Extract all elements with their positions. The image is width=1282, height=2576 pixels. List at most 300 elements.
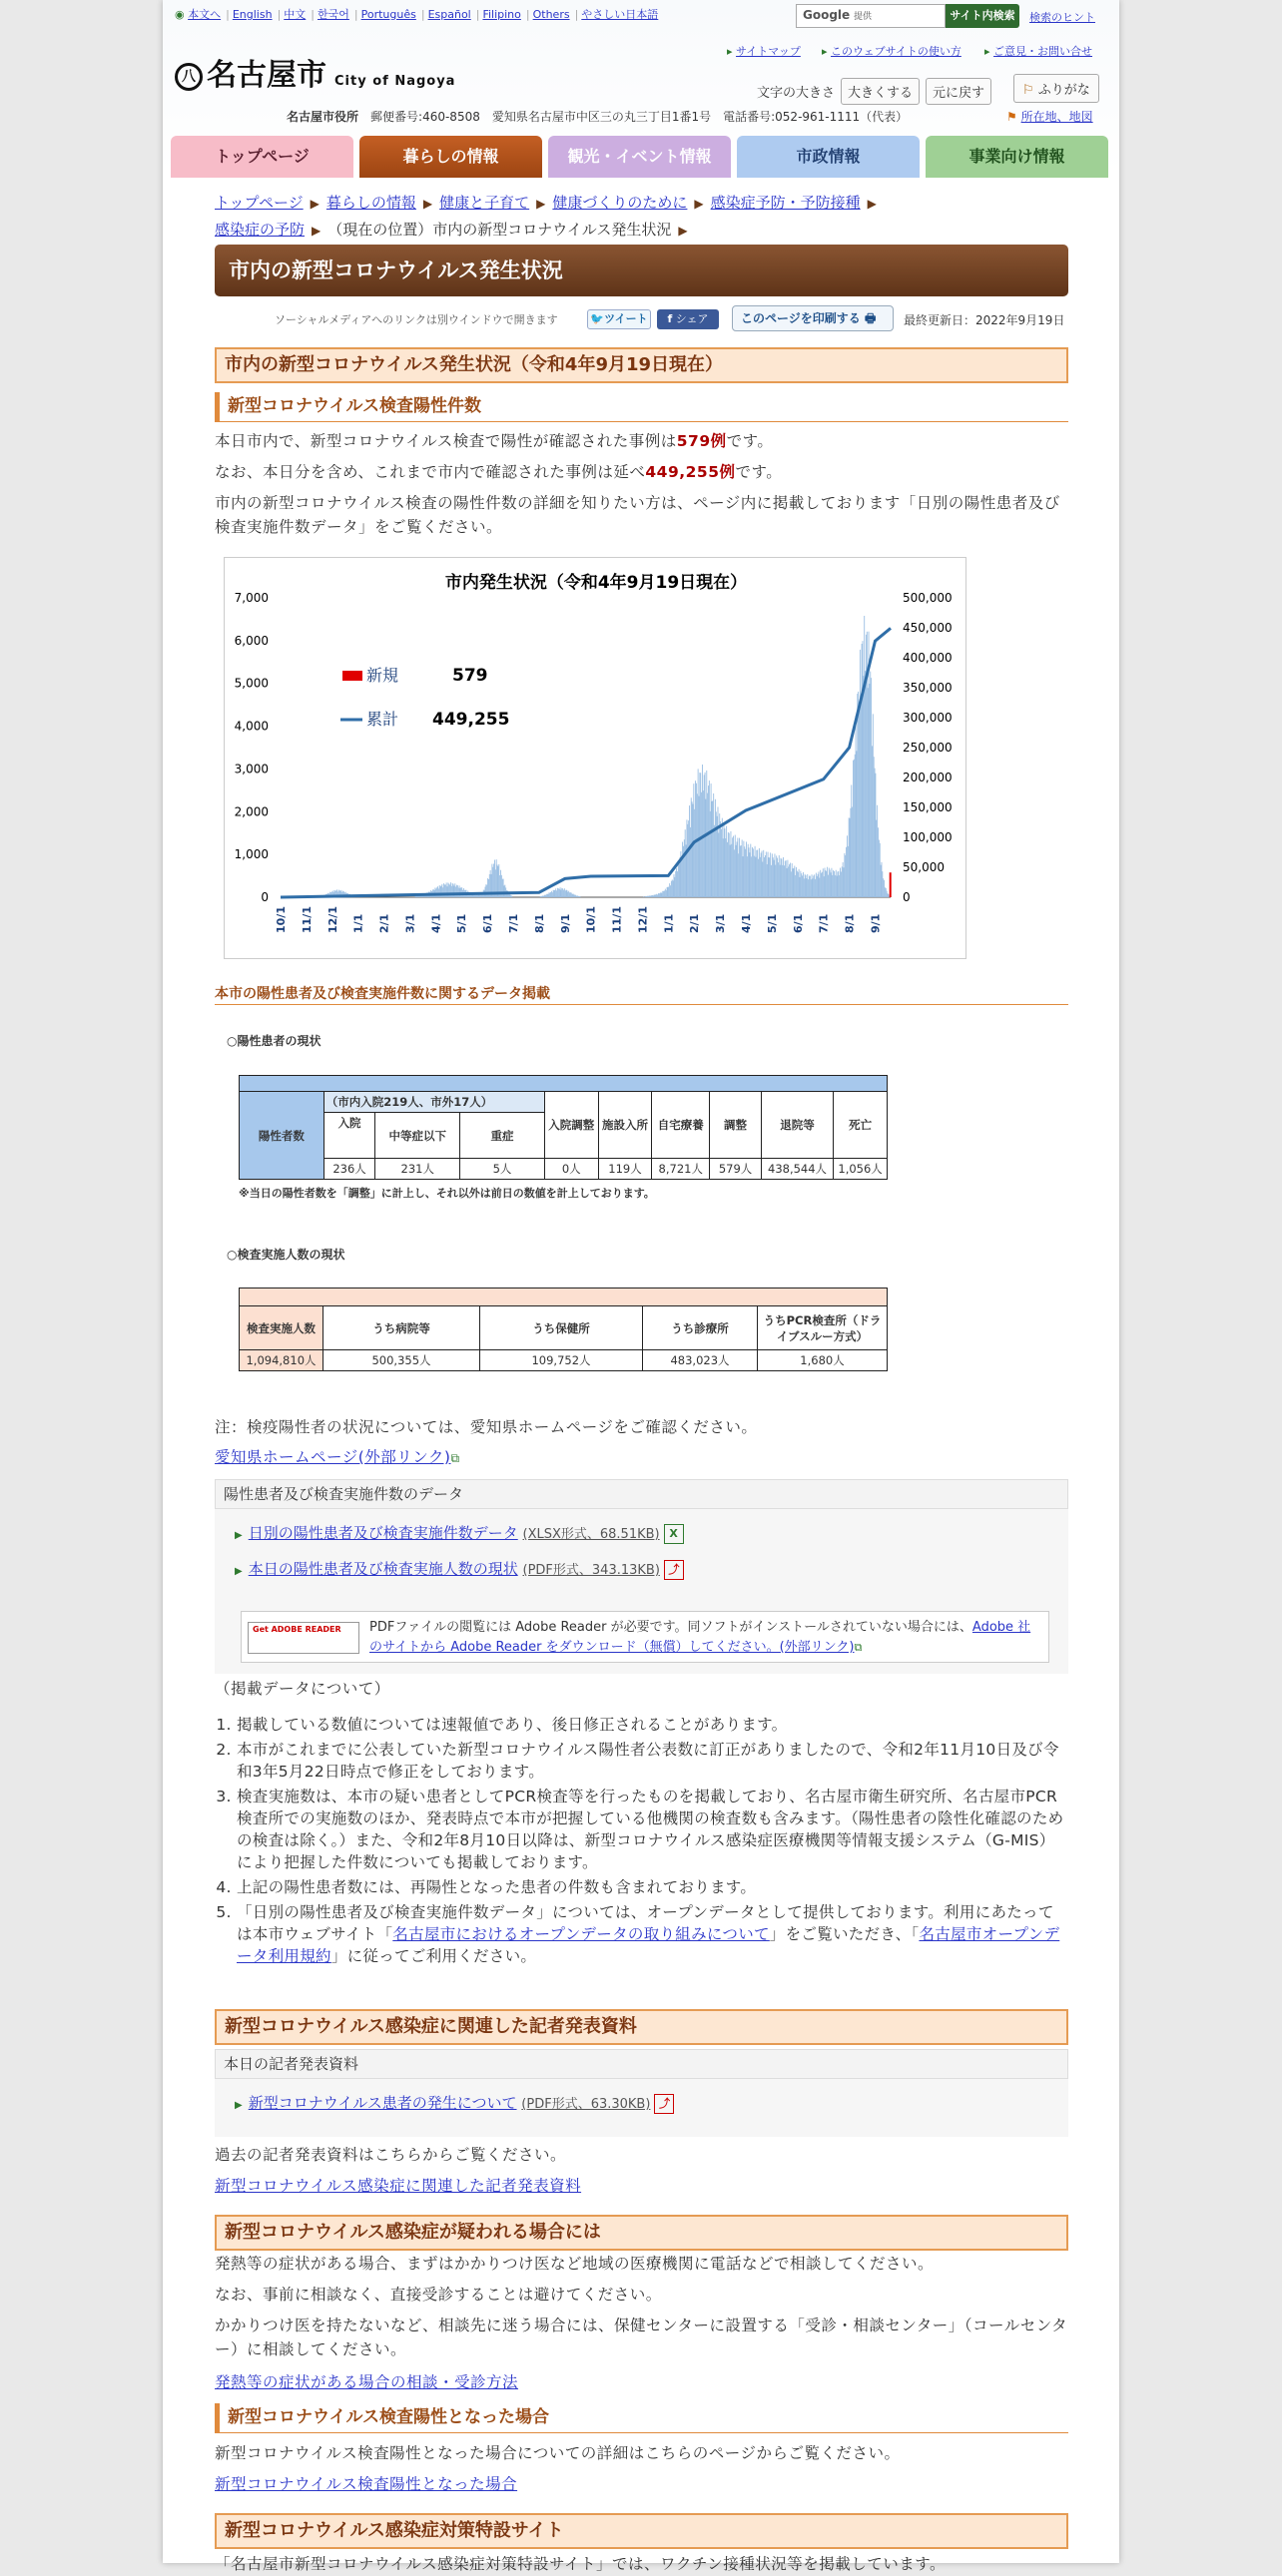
daily-bar: [560, 887, 561, 897]
td-discharged: 438,544人: [761, 1159, 833, 1180]
crumb-wellness[interactable]: 健康づくりのために: [552, 194, 688, 212]
daily-bar: [663, 891, 664, 897]
daily-bar: [810, 876, 811, 897]
daily-bar: [744, 846, 745, 897]
daily-bar: [740, 845, 741, 897]
daily-bar: [475, 895, 476, 897]
daily-bar: [553, 890, 554, 897]
font-bigger-button[interactable]: 大きくする: [841, 78, 920, 105]
daily-bar: [661, 893, 662, 897]
th-hospital: 入院: [323, 1113, 375, 1159]
crumb-living[interactable]: 暮らしの情報: [325, 194, 416, 212]
daily-bar: [728, 832, 729, 897]
daily-bar: [777, 858, 778, 897]
past-press-link-row: [215, 2174, 1068, 2198]
daily-bar: [845, 855, 846, 897]
daily-bar: [572, 894, 573, 897]
positive-table: [239, 1075, 888, 1180]
past-press-text: 過去の記者発表資料はこちらからご覧ください。: [215, 2146, 567, 2164]
daily-bar: [753, 848, 754, 897]
daily-bar: [714, 825, 715, 897]
daily-bar: [669, 883, 670, 897]
daily-bar: [504, 885, 505, 897]
nav-top[interactable]: トップページ: [171, 136, 353, 178]
bullet-icon: ▶: [235, 1530, 243, 1541]
li5-text-b: 」をご覧いただき、「: [769, 1925, 920, 1943]
crumb-top[interactable]: トップページ: [215, 194, 304, 212]
list-item: 4. 上記の陽性患者数には、再陽性となった患者の件数も含まれております。: [237, 1876, 1068, 1898]
x-tick: 4/1: [429, 913, 443, 933]
daily-bar: [718, 806, 719, 897]
daily-bar: [667, 887, 668, 897]
daily-bar: [769, 857, 770, 897]
daily-bar: [791, 871, 792, 897]
y-right-tick: 450,000: [903, 621, 953, 635]
daily-bar: [724, 824, 725, 897]
daily-bar: [741, 845, 742, 897]
daily-bar: [678, 860, 679, 897]
facebook-share-button[interactable]: [657, 309, 719, 329]
daily-bar: [887, 891, 888, 897]
location-map-label: 所在地、地図: [1020, 110, 1093, 124]
daily-bar: [779, 855, 780, 897]
lang-separator: |: [226, 8, 230, 21]
daily-bar: [579, 896, 580, 897]
td-home: 8,721人: [652, 1159, 710, 1180]
y-right-tick: 200,000: [903, 771, 953, 784]
daily-bar: [794, 865, 795, 897]
daily-bar: [856, 716, 857, 897]
x-tick: 1/1: [351, 913, 365, 933]
external-link-icon: ⧉: [450, 1451, 460, 1465]
press-download[interactable]: [235, 2091, 674, 2118]
past-press-link[interactable]: 新型コロナウイルス感染症に関連した記者発表資料: [215, 2177, 582, 2195]
crumb-arrow-icon: ▶: [422, 197, 433, 211]
daily-bar: [700, 773, 701, 897]
daily-bar: [662, 891, 663, 897]
test-table-band: [240, 1288, 888, 1306]
y-left-tick: 7,000: [234, 591, 269, 605]
daily-bar: [749, 852, 750, 897]
daily-bar: [712, 800, 713, 897]
x-tick: 6/1: [481, 913, 495, 933]
x-tick: 5/1: [765, 913, 779, 933]
daily-bar: [863, 641, 864, 897]
get-adobe-label: Get ADOBE READER: [253, 1625, 341, 1634]
y-left-tick: 3,000: [234, 762, 269, 776]
daily-bar: [882, 871, 883, 897]
td-chousei: 579人: [710, 1159, 762, 1180]
y-left-tick: 2,000: [234, 804, 269, 819]
daily-bar: [750, 844, 751, 897]
aichi-link[interactable]: 愛知県ホームページ(外部リンク): [215, 1448, 451, 1466]
daily-bar: [873, 714, 874, 897]
x-tick: 3/1: [714, 913, 728, 933]
daily-bar: [760, 857, 761, 897]
th-adjust: 入院調整: [544, 1092, 598, 1159]
daily-bar: [876, 820, 877, 897]
daily-bar: [825, 870, 826, 897]
nav-business[interactable]: 事業向け情報: [926, 136, 1108, 178]
td-pcr-drive: 1,680人: [758, 1350, 888, 1371]
daily-bar: [715, 799, 716, 897]
daily-bar: [724, 828, 725, 897]
lang-link[interactable]: Others: [532, 8, 570, 21]
daily-bar: [721, 829, 722, 897]
daily-bar: [567, 892, 568, 897]
daily-bar: [742, 839, 743, 897]
daily-bar: [563, 890, 564, 897]
daily-bar: [576, 896, 577, 897]
if-positive-link[interactable]: 新型コロナウイルス検査陽性となった場合: [215, 2475, 518, 2493]
daily-bar: [883, 878, 884, 897]
daily-bar: [732, 837, 733, 897]
daily-bar: [764, 857, 765, 897]
daily-bar: [885, 887, 886, 897]
daily-bar: [573, 894, 574, 897]
download-xlsx-link: 日別の陽性患者及び検査実施件数データ: [248, 1524, 518, 1542]
x-tick: 6/1: [791, 913, 805, 933]
daily-bar: [821, 873, 822, 897]
daily-bar: [828, 875, 829, 897]
daily-bar: [865, 671, 866, 897]
daily-bar: [806, 878, 807, 897]
daily-bar: [877, 805, 878, 897]
daily-bar: [571, 893, 572, 897]
furigana-button[interactable]: [1013, 74, 1099, 103]
daily-bar: [819, 871, 820, 897]
daily-bar: [853, 761, 854, 897]
furigana-icon: ⚐: [1022, 83, 1034, 98]
daily-bar: [817, 876, 818, 897]
x-tick: 8/1: [532, 913, 546, 933]
y-right-tick: 250,000: [903, 741, 953, 755]
daily-bar: [872, 746, 873, 897]
util-howto[interactable]: ▸ このウェブサイトの使い方: [822, 45, 962, 58]
site-logo[interactable]: [175, 50, 455, 94]
daily-bar: [667, 887, 668, 897]
suspected-p2: なお、事前に相談なく、直接受診することは避けてください。: [215, 2286, 662, 2304]
daily-bar: [679, 864, 680, 897]
daily-bar: [816, 873, 817, 897]
daily-bar: [557, 888, 558, 897]
daily-bar: [461, 887, 462, 897]
daily-bar: [843, 862, 844, 897]
daily-bar: [510, 895, 511, 897]
crumb-infection[interactable]: 感染症の予防: [215, 221, 306, 239]
daily-bar: [875, 773, 876, 897]
y-right-tick: 100,000: [903, 830, 953, 844]
daily-bar: [573, 893, 574, 897]
daily-bar: [772, 853, 773, 897]
nav-living[interactable]: 暮らしの情報: [359, 136, 542, 178]
about-data-heading: （掲載データについて）: [215, 1680, 390, 1698]
legend-cum-value: 449,255: [432, 710, 510, 730]
daily-bar: [734, 849, 735, 897]
util-sitemap[interactable]: ▸ サイトマップ: [727, 45, 801, 58]
daily-bar: [541, 896, 542, 897]
daily-bar: [554, 890, 555, 897]
daily-bar: [730, 845, 731, 897]
daily-bar: [881, 865, 882, 897]
daily-bar: [850, 808, 851, 897]
daily-bar: [774, 853, 775, 897]
daily-bar: [860, 650, 861, 897]
printer-icon: 🖶: [864, 311, 877, 325]
daily-bar: [786, 860, 787, 897]
address-text: 郵便番号:460-8508 愛知県名古屋市中区三の丸三丁目1番1号 電話番号:052-961-1111（代表）: [370, 110, 909, 124]
daily-bar: [658, 893, 659, 897]
daily-bar: [807, 874, 808, 897]
lang-link[interactable]: 中文: [284, 8, 307, 21]
font-reset-button[interactable]: 元に戻す: [926, 78, 991, 105]
daily-bar: [773, 857, 774, 897]
util-contact[interactable]: ▸ ご意見・お問い合せ: [984, 45, 1093, 58]
daily-bar: [771, 865, 772, 897]
crumb-arrow-icon: ▶: [536, 197, 546, 211]
lang-separator: |: [475, 8, 480, 21]
daily-bar: [747, 856, 748, 897]
crumb-arrow-icon: ▶: [867, 197, 877, 211]
daily-bar: [561, 888, 562, 897]
daily-bar: [846, 847, 847, 897]
y-left-tick: 1,000: [234, 847, 269, 862]
lang-link[interactable]: 한국어: [318, 8, 349, 21]
test-status-heading: ○検査実施人数の現状: [227, 1248, 345, 1262]
press-download-link: 新型コロナウイルス患者の発生について: [248, 2094, 517, 2112]
daily-bar: [688, 820, 689, 897]
crumb-prevention[interactable]: 感染症予防・予防接種: [710, 194, 861, 212]
lang-separator: |: [353, 8, 358, 21]
daily-bar: [861, 698, 862, 897]
daily-bar: [699, 773, 700, 897]
daily-bar: [698, 769, 699, 897]
daily-bar: [784, 865, 785, 897]
daily-bar: [713, 793, 714, 897]
daily-bar: [739, 838, 740, 897]
daily-bar: [541, 896, 542, 897]
daily-bar: [818, 874, 819, 897]
daily-bar: [701, 792, 702, 897]
logo-english: City of Nagoya: [334, 74, 456, 89]
daily-bar: [727, 842, 728, 897]
th-positive: 陽性者数: [240, 1092, 324, 1180]
daily-bar: [789, 864, 790, 897]
daily-bar: [856, 751, 857, 897]
covid-chart: [224, 557, 966, 959]
daily-bar: [653, 895, 654, 897]
download-xlsx[interactable]: [235, 1521, 684, 1548]
x-tick: 9/1: [558, 913, 572, 933]
print-label: このページを印刷する: [741, 311, 861, 325]
social-note: ソーシャルメディアへのリンクは別ウインドウで開きます: [275, 313, 558, 326]
daily-bar: [659, 893, 660, 897]
th-total-tests: 検査実施人数: [240, 1306, 323, 1350]
open-data-link[interactable]: 名古屋市におけるオープンデータの取り組みについて: [392, 1925, 770, 1943]
language-bar: [175, 6, 660, 22]
lang-link[interactable]: English: [232, 8, 273, 21]
daily-bar: [725, 838, 726, 897]
daily-bar: [848, 846, 849, 897]
daily-bar: [661, 892, 662, 897]
daily-bar: [544, 895, 545, 897]
lang-separator: |: [574, 8, 579, 21]
daily-bar: [812, 874, 813, 897]
daily-bar: [824, 876, 825, 897]
nav-tourism[interactable]: 観光・イベント情報: [548, 136, 731, 178]
daily-bar: [736, 845, 737, 897]
twitter-icon: 🐦: [590, 312, 605, 325]
daily-bar: [684, 839, 685, 897]
daily-bar: [800, 877, 801, 897]
subheading-if-positive: 新型コロナウイルス検査陽性となった場合: [215, 2403, 1068, 2433]
daily-bar: [567, 890, 568, 897]
daily-bar: [831, 872, 832, 897]
google-label: Google: [803, 8, 851, 22]
daily-bar: [504, 885, 505, 897]
daily-bar: [796, 867, 797, 897]
daily-bar: [783, 857, 784, 897]
daily-bar: [850, 818, 851, 897]
x-tick: 11/1: [610, 906, 624, 933]
daily-bar: [693, 804, 694, 897]
adobe-reader-box: [241, 1611, 1049, 1663]
open-data-terms-link[interactable]: 名古屋市オープンデータ利用規約: [237, 1925, 1060, 1965]
daily-bar: [766, 851, 767, 897]
daily-bar: [654, 894, 655, 897]
th-chousei: 調整: [710, 1092, 762, 1159]
lang-link[interactable]: やさしい日本語: [581, 8, 659, 21]
print-button[interactable]: [732, 305, 894, 331]
adobe-text: [369, 1618, 1043, 1658]
y-right-tick: 400,000: [903, 651, 953, 665]
download-pdf-meta: (PDF形式、343.13KB): [522, 1563, 660, 1578]
daily-bar: [733, 836, 734, 897]
th-severe: 重症: [460, 1113, 545, 1159]
daily-bar: [886, 888, 887, 897]
daily-bar: [858, 692, 859, 897]
daily-bar: [718, 832, 719, 897]
legend-new-value: 579: [452, 666, 488, 686]
daily-bar: [884, 880, 885, 897]
furigana-label: ふりがな: [1037, 83, 1090, 98]
adobe-download-link[interactable]: Adobe 社のサイトから Adobe Reader をダウンロード（無償）してください。(外部リンク): [369, 1620, 1031, 1655]
daily-bar: [888, 894, 889, 897]
search-help-link[interactable]: 検索のヒント: [1029, 11, 1095, 24]
daily-bar: [746, 841, 747, 897]
site-search-button[interactable]: サイト内検索: [946, 4, 1019, 28]
daily-bar: [815, 879, 816, 897]
quarantine-note: 注：検疫陽性者の状況については、愛知県ホームページをご確認ください。: [215, 1418, 758, 1436]
y-right-tick: 500,000: [903, 591, 953, 605]
td-hospitals: 500,355人: [323, 1350, 480, 1371]
daily-bar: [645, 896, 646, 897]
daily-bar: [862, 644, 863, 897]
adobe-text-body: PDFファイルの閲覧には Adobe Reader が必要です。同ソフトがインストールされていない場合には、: [369, 1620, 972, 1635]
daily-bar: [808, 879, 809, 897]
daily-bar: [737, 841, 738, 897]
daily-bar: [806, 875, 807, 897]
download-pdf[interactable]: [235, 1557, 684, 1584]
daily-bar: [851, 784, 852, 897]
lang-separator: |: [525, 8, 530, 21]
daily-bar: [668, 887, 669, 897]
daily-bar: [859, 703, 860, 897]
crumb-health[interactable]: 健康と子育て: [439, 194, 530, 212]
daily-bar: [681, 859, 682, 897]
daily-bar: [577, 895, 578, 897]
daily-bar: [695, 780, 696, 897]
aichi-link-row: [215, 1445, 1068, 1470]
y-left-tick: 6,000: [234, 633, 269, 648]
daily-bar: [670, 885, 671, 897]
daily-bar: [782, 865, 783, 897]
td-adjust: 0人: [544, 1159, 598, 1180]
lang-link[interactable]: Español: [427, 8, 471, 21]
daily-bar: [869, 684, 870, 897]
crumb-arrow-icon: ▶: [312, 224, 321, 238]
data-heading: 本市の陽性患者及び検査実施件数に関するデータ掲載: [215, 983, 1068, 1005]
consult-link[interactable]: 発熱等の症状がある場合の相談・受診方法: [215, 2373, 519, 2391]
daily-bar: [776, 855, 777, 897]
daily-bar: [651, 895, 652, 897]
lang-link[interactable]: Filipino: [482, 8, 521, 21]
external-link-icon: ⧉: [854, 1641, 863, 1654]
daily-bar: [738, 853, 739, 897]
daily-bar: [841, 871, 842, 897]
daily-bar: [756, 850, 757, 897]
daily-bar: [665, 889, 666, 897]
address-name: 名古屋市役所: [287, 110, 359, 124]
daily-bar: [674, 877, 675, 897]
daily-bar: [805, 874, 806, 897]
section-heading-suspected: 新型コロナウイルス感染症が疑われる場合には: [215, 2215, 1068, 2251]
daily-bar: [542, 895, 543, 897]
tweet-button[interactable]: [587, 309, 651, 329]
location-map-link[interactable]: [1006, 108, 1093, 125]
daily-bar: [767, 864, 768, 897]
daily-bar: [826, 871, 827, 897]
daily-bar: [759, 848, 760, 897]
daily-bar: [496, 859, 497, 897]
breadcrumb: [215, 190, 1073, 244]
detail-guide-text: 市内の新型コロナウイルス検査の陽性件数の詳細を知りたい方は、ページ内に掲載しております「日別の陽性患者及び検査実施件数データ」をご覧ください。: [215, 494, 1060, 536]
daily-bar: [820, 870, 821, 897]
util-contact-label: ご意見・お問い合せ: [993, 45, 1093, 58]
daily-bar: [726, 826, 727, 897]
download-pdf-link: 本日の陽性患者及び検査実施人数の現状: [248, 1560, 518, 1578]
daily-bar: [442, 887, 443, 897]
table-note: ※当日の陽性者数を「調整」に計上し、それ以外は前日の数値を計上しております。: [239, 1187, 655, 1200]
daily-bar: [559, 889, 560, 897]
y-left-tick: 5,000: [234, 676, 269, 691]
lang-link[interactable]: Português: [360, 8, 416, 21]
daily-bar: [731, 844, 732, 897]
daily-bar: [778, 862, 779, 897]
lang-link[interactable]: 本文へ: [188, 8, 222, 21]
daily-bar: [757, 850, 758, 897]
daily-bar: [699, 796, 700, 897]
p2-text: なお、本日分を含め、これまで市内で確認された事例は延べ: [215, 463, 646, 481]
get-adobe-reader-button[interactable]: [248, 1622, 359, 1654]
daily-bar: [650, 895, 651, 897]
daily-bar: [849, 817, 850, 897]
suspected-p3: かかりつけ医を持たないなど、相談先に迷う場合には、保健センターに設置する「受診・相談センター」（コールセンター）に相談してください。: [215, 2317, 1068, 2358]
search-input[interactable]: [796, 4, 946, 28]
y-right-tick: 50,000: [903, 860, 945, 874]
if-positive-link-row: [215, 2472, 1068, 2496]
nav-city-admin[interactable]: 市政情報: [737, 136, 920, 178]
